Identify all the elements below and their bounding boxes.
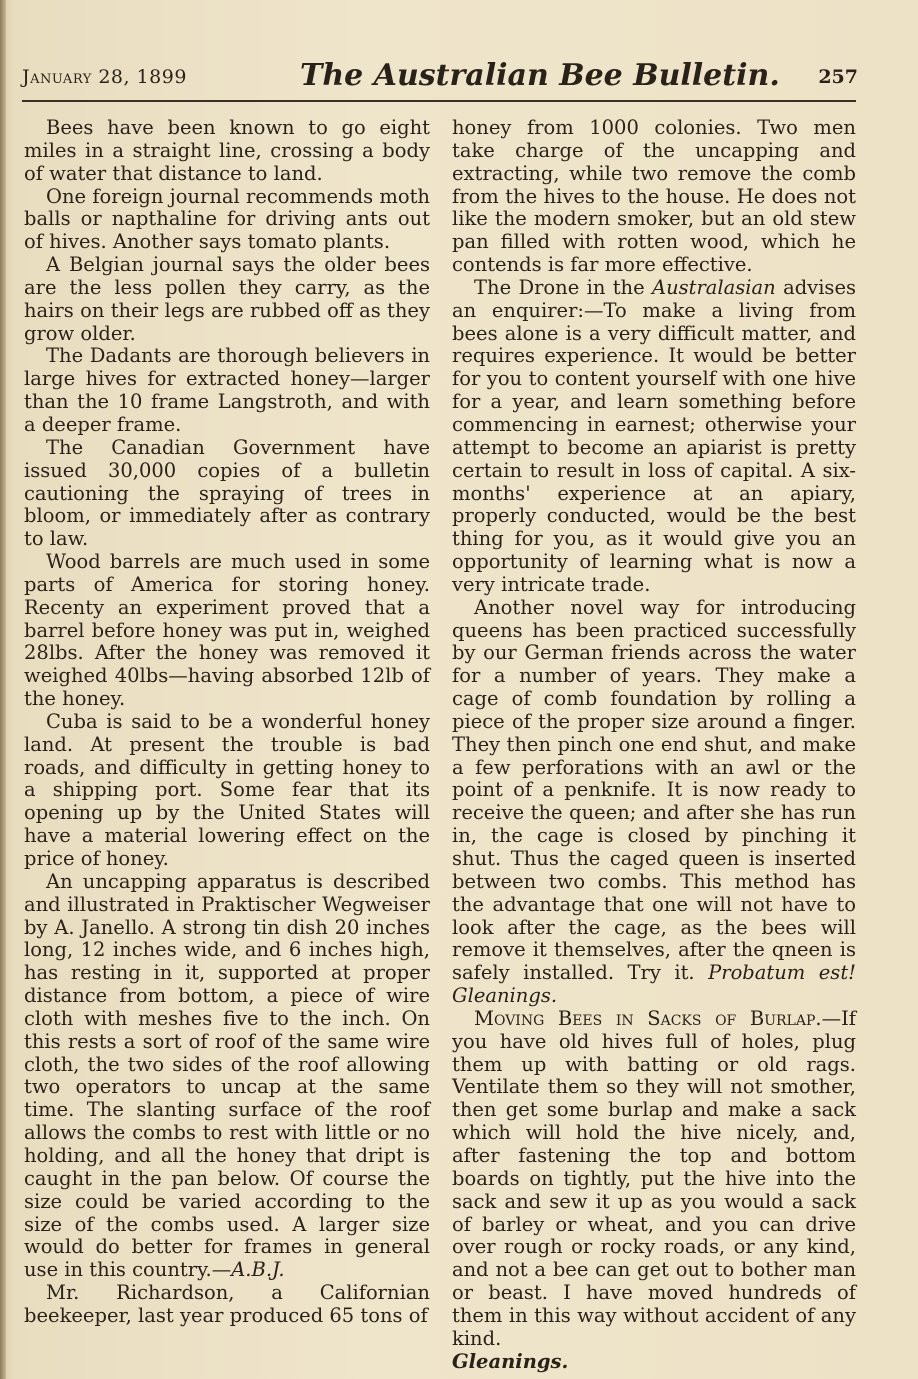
drone-source-australasian: Australasian <box>652 275 776 299</box>
left-column <box>24 117 430 1328</box>
paragraph-cuba: Cuba is said to be a wonderful honey land. At present the trouble is bad roads, and difficulty in getting honey to a shipping port. Some fear that its opening up by the United States will have a material lowering effect on the price of honey. <box>24 709 430 870</box>
moving-bees-source: Gleanings. <box>452 1349 569 1373</box>
paragraph-wood-barrels: Wood barrels are much used in some parts of America for storing honey. Recenty an experiment proved that a barrel before honey was put in, weighed 28lbs. After the honey was removed it weighed 40lbs—having absorbed 12lb of the honey. <box>24 550 430 711</box>
moving-bees-text: —If you have old hives full of holes, plug them up with batting or old rags. Ventilate them so they will not smother, then get some burlap and make a sack which will hold the hive nicely, and, after fastening the top and bottom boards on tightly, put the hive into the sack and sew it up as you would a sack of barley or wheat, and you can drive over rough or rocky roads, or any kind, and not a bee can get out to bother man or beast. I have moved hundreds of them in this way without accident of any kind. <box>452 1006 856 1350</box>
running-header <box>22 58 858 98</box>
paragraph-dadants: The Dadants are thorough believers in large hives for extracted honey—larger than the 10 frame Langstroth, and with a deeper frame. <box>24 344 430 436</box>
issue-date: January 28, 1899 <box>22 66 187 88</box>
drone-text-b: advises an enquirer:—To make a living from bees alone is a very difficult matter, and requires experience. It would be better for you to content yourself with one hive for a year, and learn something before commencing in earnest; otherwise your attempt to become an apiarist is pretty certain to result in loss of capital. A six-months' experience at an apiary, properly conducted, would be the best thing for you, as it would give you an opportunity of learning what is now a very intricate trade. <box>452 275 856 596</box>
uncapping-text: An uncapping apparatus is described and illustrated in Praktischer Wegweiser by A. Janello. A strong tin dish 20 inches long, 12 inches wide, and 6 inches high, has resting in it, supported at proper distance from bottom, a piece of wire cloth with meshes five to the inch. On this rests a sort of roof of the same wire cloth, the two sides of the roof allowing two operators to uncap at the same time. The slanting surface of the roof allows the combs to rest with little or no holding, and all the honey that dript is caught in the pan below. Of course the size could be varied according to the size of the combs used. A larger size would do better for frames in general use in this country. <box>24 869 430 1282</box>
publication-title: The Australian Bee Bulletin. <box>300 58 780 93</box>
paragraph-uncapping-apparatus <box>24 871 430 1282</box>
page-binding-edge <box>0 0 6 1379</box>
page-number: 257 <box>818 66 858 88</box>
paragraph-bees-eight-miles: Bees have been known to go eight miles in a straight line, crossing a body of water that distance to land. <box>24 116 430 185</box>
right-column <box>452 117 856 1373</box>
header-rule <box>22 100 856 102</box>
uncapping-source: —A.B.J. <box>211 1258 285 1282</box>
queens-signature: Probatum est! Gleanings. <box>452 961 856 1008</box>
queens-text: Another novel way for introducing queens has been practiced successfully by our German friends across the water for a number of years. They make a cage of comb foundation by rolling a piece of the proper size around a finger. They then pinch one end shut, and make a few perforations with an awl or the point of a penknife. It is now ready to receive the queen; and after she has run in, the cage is closed by pinching it shut. Thus the caged queen is inserted between two combs. This method has the advantage that one will not have to look after the cage, as the bees will remove it themselves, after the qneen is safely installed. Try it. <box>452 595 856 985</box>
paragraph-moth-balls: One foreign journal recommends moth balls or napthaline for driving ants out of hives. Another says tomato plants. <box>24 184 430 254</box>
gleanings-signature-line <box>452 1351 856 1374</box>
paragraph-introducing-queens <box>452 597 856 1008</box>
paragraph-moving-bees <box>452 1008 856 1351</box>
paragraph-belgian-journal: A Belgian journal says the older bees are the less pollen they carry, as the hairs on their legs are rubbed off as they grow older. <box>24 253 430 345</box>
drone-text-a: The Drone in the <box>474 275 652 299</box>
paragraph-richardson-continued: honey from 1000 colonies. Two men take charge of the uncapping and extracting, while two remove the comb from the hives to the house. He does not like the modern smoker, but an old stew pan filled with rotten wood, which he contends is far more effective. <box>452 116 856 277</box>
paragraph-drone-advice <box>452 277 856 597</box>
moving-bees-heading: Moving Bees in Sacks of Burlap. <box>474 1006 822 1030</box>
paragraph-richardson: Mr. Richardson, a Californian beekeeper, last year produced 65 tons of <box>24 1281 430 1327</box>
paragraph-canadian-government: The Canadian Government have issued 30,000 copies of a bulletin cautioning the spraying of trees in bloom, or immediately after as contrary to law. <box>24 435 430 551</box>
